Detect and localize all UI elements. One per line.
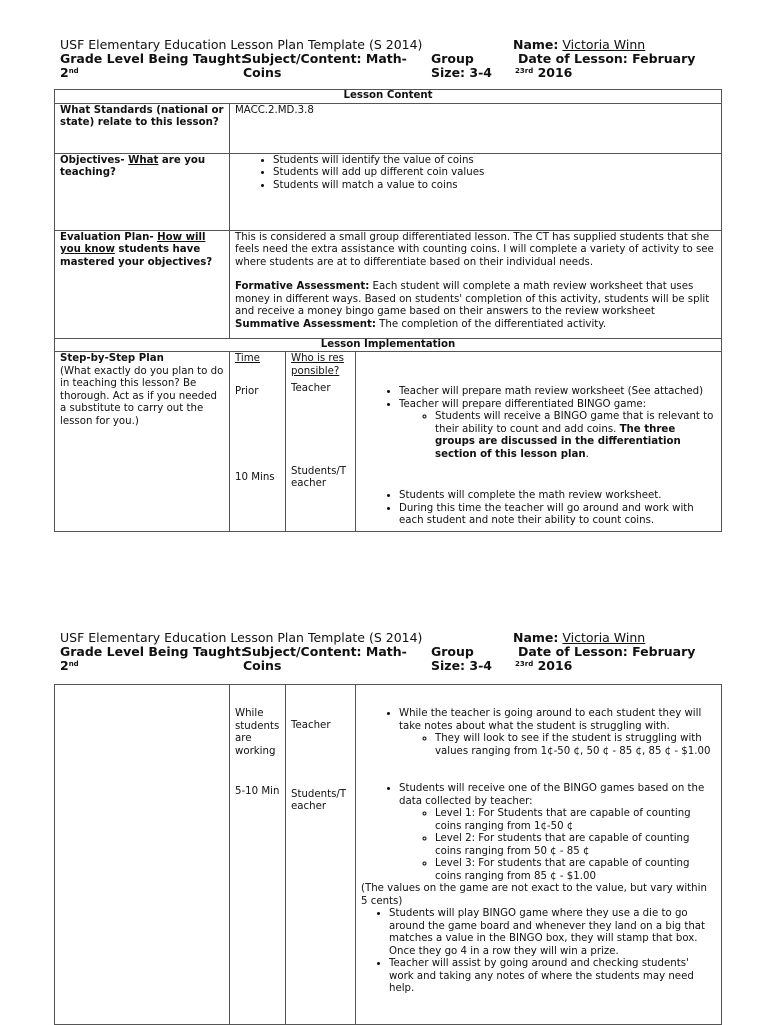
grade-label: Grade Level Being Taught: — [60, 51, 246, 66]
list-item: • Teacher will prepare differentiated BINGO game: ◦ Students will receive a BINGO game that is relevant to their ability to count and add coins. The three groups are discussed in the differentiation section of this lesson plan. — [399, 399, 716, 462]
time-10-mins: 10 Mins — [235, 472, 275, 483]
prior-sub-list — [399, 411, 716, 461]
grade-value: 2nd — [60, 658, 79, 673]
list-item: • While the teacher is going around to each student they will take notes about what the student is struggling with. ◦ They will look to see if the student is struggling with values ranging from 1¢-50 ¢, 50 ¢ - 85 ¢, 85 ¢ - $1.00 — [399, 708, 716, 758]
objectives-label: Objectives- What are you teaching? — [55, 153, 230, 230]
list-item: • Teacher will prepare math review worksheet (See attached) — [399, 386, 716, 399]
objective-item: • Students will identify the value of coins — [273, 155, 716, 168]
who-header: Who is responsible? — [291, 353, 344, 377]
list-item: • Students will play BINGO game where they use a die to go around the game board and whenever they land on a big that matches a value in the BINGO box, they will stamp that box. Once they go 4 in a row they will win a prize. — [389, 908, 716, 958]
who-column — [286, 685, 356, 1025]
evaluation-content — [230, 230, 722, 338]
template-title: USF Elementary Education Lesson Plan Template (S 2014) — [60, 630, 423, 645]
group-label: Group — [431, 644, 474, 659]
name-field: Name: Victoria Winn — [513, 37, 646, 52]
formative-assessment: Formative Assessment: Each student will complete a math review worksheet that uses money in different ways. Based on students' completion of this activity, students will be split and receive a money bingo game based on their answers to the review worksheet — [235, 281, 710, 317]
summative-assessment: Summative Assessment: The completion of the differentiated activity. — [235, 318, 607, 330]
values-note: (The values on the game are not exact to the value, but vary within 5 cents) — [361, 883, 707, 907]
who-10-mins: Students/Teacher — [291, 465, 347, 489]
time-column — [230, 685, 286, 1025]
step-plan-label-cell — [55, 352, 230, 532]
lesson-plan-table-page2 — [54, 684, 722, 1025]
time-5-10-min: 5-10 Min — [235, 786, 280, 797]
who-5-10-min: Students/Teacher — [291, 788, 347, 812]
prior-activities — [361, 386, 716, 461]
objective-item: • Students will match a value to coins — [273, 180, 716, 193]
level-item: ◦ Level 1: For Students that are capable of counting coins ranging from 1¢-50 ¢ — [435, 808, 716, 833]
list-item: • Teacher will assist by going around and checking students' work and taking any notes of where the students may need help. — [389, 958, 716, 996]
level-item: ◦ Level 3: For students that are capable of counting coins ranging from 85 ¢ - $1.00 — [435, 858, 716, 883]
while-sub-list — [399, 733, 716, 758]
standards-label: What Standards (national or state) relate to this lesson? — [55, 103, 230, 153]
subject-value: Coins — [243, 658, 282, 673]
list-item: ◦ Students will receive a BINGO game that is relevant to their ability to count and add coins. The three groups are discussed in the differentiation section of this lesson plan. — [435, 411, 716, 461]
grade-label: Grade Level Being Taught: — [60, 644, 246, 659]
levels-list — [399, 808, 716, 883]
date-value: $^{23rd}$ 2016 — [515, 658, 573, 673]
date-label: Date of Lesson: February — [518, 644, 696, 659]
lesson-content-heading: Lesson Content — [55, 90, 722, 104]
lesson-implementation-heading: Lesson Implementation — [55, 338, 722, 352]
activities-column — [356, 352, 722, 532]
time-prior: Prior — [235, 385, 259, 397]
template-title: USF Elementary Education Lesson Plan Template (S 2014) — [60, 37, 423, 52]
grade-value: 2nd — [60, 65, 79, 80]
ten-min-activities — [361, 490, 716, 528]
date-value: $^{23rd}$ 2016 — [515, 65, 573, 80]
time-column — [230, 352, 286, 532]
subject-value: Coins — [243, 65, 282, 80]
who-prior: Teacher — [291, 383, 331, 394]
evaluation-label: Evaluation Plan- How will you know students have mastered your objectives? — [55, 230, 230, 338]
while-activities — [361, 708, 716, 758]
step-plan-label: Step-by-Step Plan — [60, 353, 164, 364]
objectives-list-cell — [230, 153, 722, 230]
level-item: ◦ Level 2: For students that are capable of counting coins ranging from 50 ¢ - 85 ¢ — [435, 833, 716, 858]
step-plan-label-cell-cont — [55, 685, 230, 1025]
group-value: Size: 3-4 — [431, 65, 492, 80]
objectives-list — [235, 155, 716, 193]
play-activities — [361, 908, 716, 996]
bingo-activities — [361, 783, 716, 883]
step-plan-description: (What exactly do you plan to do in teaching this lesson? Be thorough. Act as if you needed a substitute to carry out the lesson for you.) — [60, 365, 224, 427]
list-item: • Students will complete the math review worksheet. — [399, 490, 716, 503]
time-while-working: While students are working — [235, 708, 280, 757]
objective-item: • Students will add up different coin values — [273, 167, 716, 180]
who-column — [286, 352, 356, 532]
subject-label: Subject/Content: Math- — [243, 644, 407, 659]
lesson-plan-table-page1 — [54, 89, 722, 532]
subject-label: Subject/Content: Math- — [243, 51, 407, 66]
date-label: Date of Lesson: February — [518, 51, 696, 66]
activities-column — [356, 685, 722, 1025]
evaluation-intro: This is considered a small group differentiated lesson. The CT has supplied students that she feels need the extra assistance with counting coins. I will complete a variety of activity to see where students are at to differentiate based on their individual needs. — [235, 231, 714, 268]
who-while-working: Teacher — [291, 720, 331, 731]
group-label: Group — [431, 51, 474, 66]
name-field: Name: Victoria Winn — [513, 630, 646, 645]
time-header: Time — [235, 353, 260, 364]
group-value: Size: 3-4 — [431, 658, 492, 673]
list-item: ◦ They will look to see if the student is struggling with values ranging from 1¢-50 ¢, 50 ¢ - 85 ¢, 85 ¢ - $1.00 — [435, 733, 716, 758]
standards-value: MACC.2.MD.3.8 — [230, 103, 722, 153]
list-item: • Students will receive one of the BINGO games based on the data collected by teacher: ◦ Level 1: For Students that are capable of counting coins ranging from 1¢-50 ¢ ◦ Level 2: For students that are capable of counting coins ranging from 50 ¢ - 85 ¢ ◦ Level 3: For students that are capable of counting coins ranging from 85 ¢ - $1.00 — [399, 783, 716, 883]
list-item: • During this time the teacher will go around and work with each student and note their ability to count coins. — [399, 503, 716, 528]
